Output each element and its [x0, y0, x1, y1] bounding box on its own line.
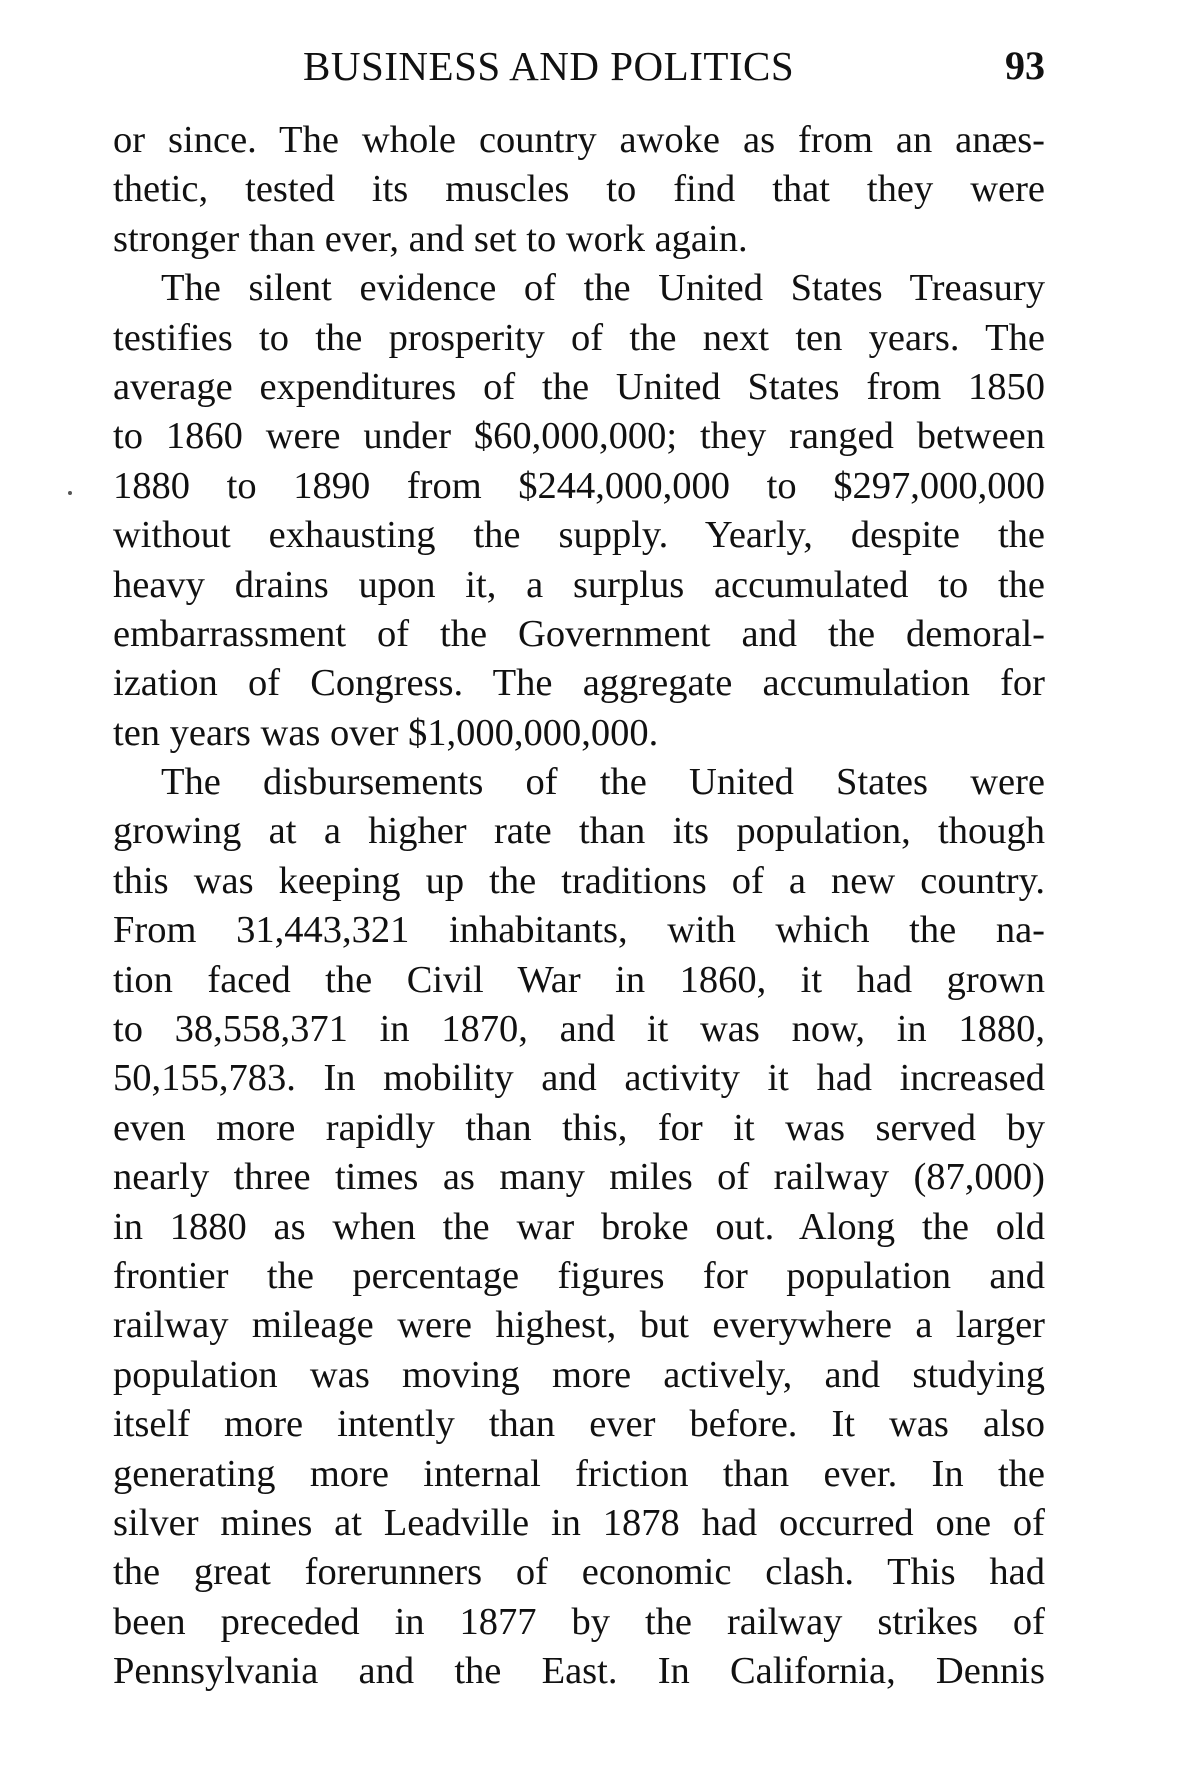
text-line: The disbursements of the United States were — [161, 761, 1045, 804]
body-text — [113, 116, 1045, 1697]
text-line: to 38,558,371 in 1870, and it was now, in 1880, — [113, 1008, 1045, 1051]
text-line: population was moving more actively, and studying — [113, 1353, 1045, 1396]
text-line: itself more intently than ever before. It was also — [113, 1403, 1045, 1446]
text-line: in 1880 as when the war broke out. Along the old — [113, 1205, 1045, 1248]
text-line: heavy drains upon it, a surplus accumulated to the — [113, 563, 1045, 606]
text-line: nearly three times as many miles of railway (87,000) — [113, 1156, 1045, 1199]
text-line: growing at a higher rate than its population, though — [113, 810, 1045, 853]
text-line: 50,155,783. In mobility and activity it had increased — [113, 1057, 1045, 1100]
text-line: thetic, tested its muscles to find that they were — [113, 168, 1045, 211]
text-line: without exhausting the supply. Yearly, despite the — [113, 514, 1045, 557]
text-line: tion faced the Civil War in 1860, it had grown — [113, 958, 1045, 1001]
text-line: this was keeping up the traditions of a new country. — [113, 859, 1045, 902]
text-line: ten years was over $1,000,000,000. — [113, 711, 659, 754]
text-line: 1880 to 1890 from $244,000,000 to $297,000,000 — [113, 464, 1045, 507]
text-line: The silent evidence of the United States Treasury — [161, 267, 1045, 310]
text-line: ization of Congress. The aggregate accumulation for — [113, 662, 1045, 705]
text-line: Pennsylvania and the East. In California, Dennis — [113, 1650, 1045, 1693]
text-line: average expenditures of the United States from 1850 — [113, 365, 1045, 408]
running-title: BUSINESS AND POLITICS — [303, 43, 795, 89]
text-line: railway mileage were highest, but everywhere a larger — [113, 1304, 1045, 1347]
text-line: been preceded in 1877 by the railway strikes of — [113, 1600, 1045, 1643]
page-number: 93 — [1005, 43, 1045, 88]
text-line: or since. The whole country awoke as from an anæs- — [113, 119, 1045, 161]
text-line: testifies to the prosperity of the next ten years. The — [113, 316, 1045, 359]
running-head — [113, 36, 1045, 96]
margin-speck — [68, 491, 72, 495]
text-line: even more rapidly than this, for it was served by — [113, 1106, 1045, 1149]
text-line: stronger than ever, and set to work again. — [113, 217, 748, 260]
text-line: to 1860 were under $60,000,000; they ranged between — [113, 415, 1045, 458]
text-line: embarrassment of the Government and the demoral- — [113, 612, 1045, 655]
text-line: generating more internal friction than ever. In the — [113, 1452, 1045, 1495]
text-line: silver mines at Leadville in 1878 had occurred one of — [113, 1501, 1045, 1544]
text-line: frontier the percentage figures for population and — [113, 1254, 1045, 1297]
text-line: From 31,443,321 inhabitants, with which the na- — [113, 909, 1045, 952]
text-line: the great forerunners of economic clash. This had — [113, 1551, 1045, 1594]
